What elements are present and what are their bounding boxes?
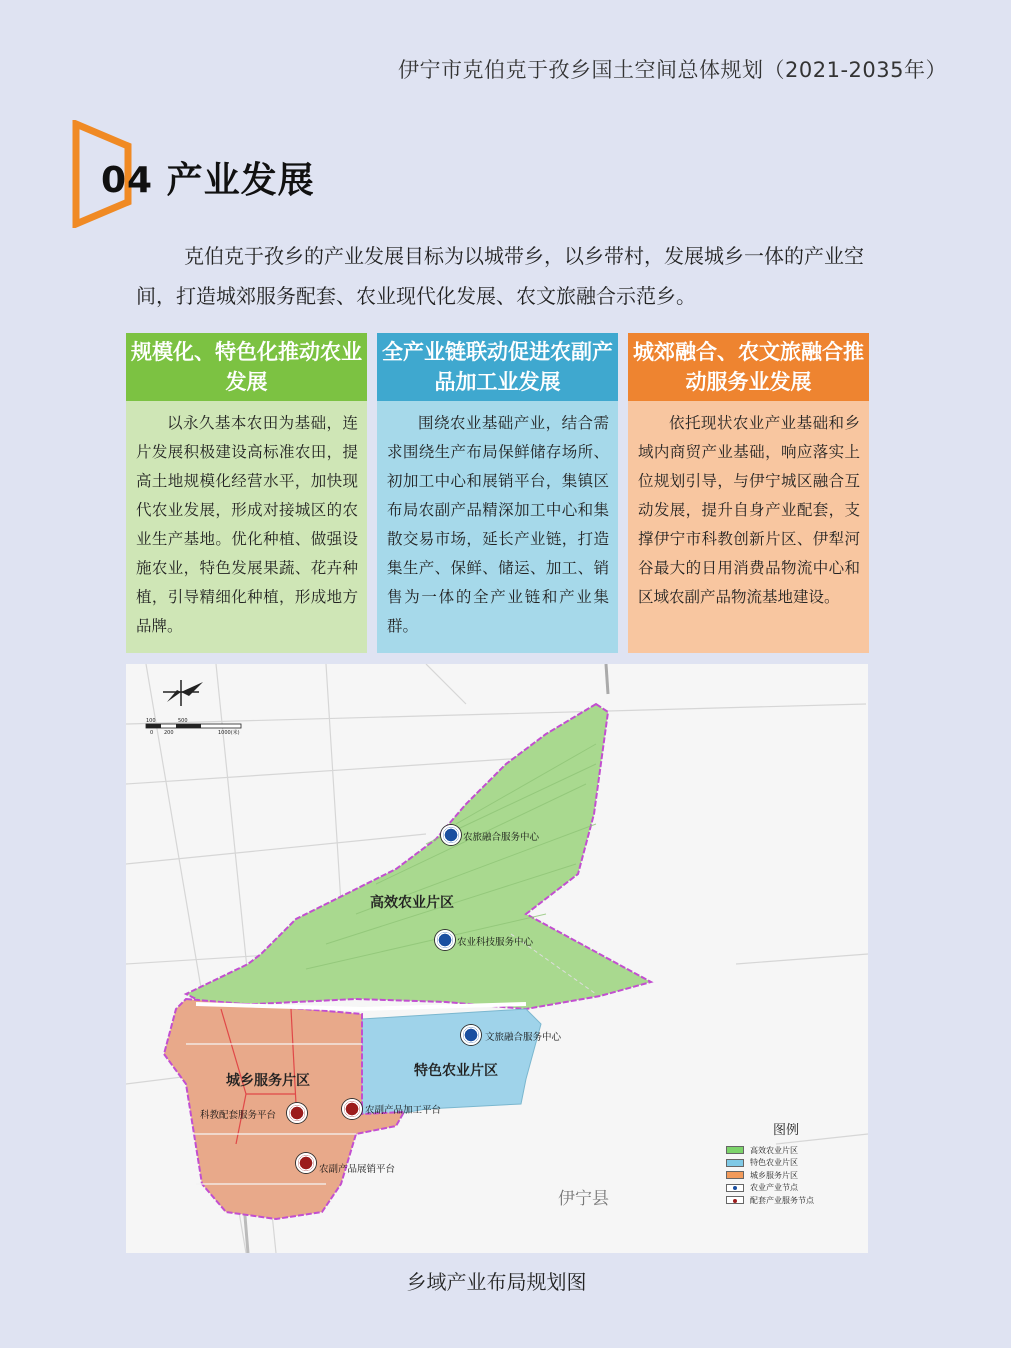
agri-node-icon [461,1025,481,1045]
node-label: 文旅融合服务中心 [485,1032,562,1043]
legend-item: 配套产业服务节点 [726,1194,846,1207]
legend-service-node-icon [726,1196,744,1204]
legend-swatch [726,1159,744,1167]
node-label: 科教配套服务平台 [200,1110,277,1121]
card-services [628,333,869,653]
svg-text:1000(米): 1000(米) [218,730,240,736]
svg-text:500: 500 [178,718,188,724]
svg-text:100: 100 [146,718,156,724]
card-body: 围绕农业基础产业，结合需求围绕生产布局保鲜储存场所、初加工中心和展销平台，集镇区布局农副产品精深加工中心和集散交易市场，延长产业链，打造集生产、保鲜、储运、加工、销售为一体的全产业链和产业集群。 [377,401,618,653]
card-body: 依托现状农业产业基础和乡域内商贸产业基础，响应落实上位规划引导，与伊宁城区融合互动发展，提升自身产业配套，支撑伊宁市科教创新片区、伊犁河谷最大的日用消费品物流中心和区域农副产品物流基地建设。 [628,401,869,653]
svg-text:200: 200 [164,730,174,736]
agri-node-icon [441,825,461,845]
card-agriculture [126,333,367,653]
zone-label-orange: 城乡服务片区 [226,1073,310,1089]
county-label: 伊宁县 [558,1189,609,1209]
node-label: 农旅融合服务中心 [463,832,540,843]
zone-label-blue: 特色农业片区 [414,1063,498,1079]
card-processing [377,333,618,653]
card-body: 以永久基本农田为基础，连片发展积极建设高标准农田，提高土地规模化经营水平，加快现代农业发展，形成对接城区的农业生产基地。优化种植、做强设施农业，特色发展果蔬、花卉种植，引导精细化种植，形成地方品牌。 [126,401,367,653]
service-node-icon [342,1099,362,1119]
green-zone-shape [186,704,651,1009]
map-legend [726,1119,846,1207]
legend-swatch [726,1146,744,1154]
industry-layout-map [126,664,868,1253]
section-title: 04 产业发展 [101,160,315,201]
legend-swatch [726,1171,744,1179]
legend-item: 农业产业节点 [726,1182,846,1195]
service-node-icon [287,1103,307,1123]
node-label: 农副产品加工平台 [365,1105,442,1116]
legend-item: 特色农业片区 [726,1157,846,1170]
node-label: 农业科技服务中心 [457,937,534,948]
service-node-icon [296,1153,316,1173]
figure-caption: 乡域产业布局规划图 [406,1270,587,1294]
card-title: 规模化、特色化推动农业发展 [126,333,367,401]
zone-label-green: 高效农业片区 [370,895,454,911]
legend-item: 高效农业片区 [726,1144,846,1157]
svg-text:0: 0 [150,730,154,736]
card-title: 城郊融合、农文旅融合推动服务业发展 [628,333,869,401]
card-title: 全产业链联动促进农副产品加工业发展 [377,333,618,401]
node-label: 农副产品展销平台 [319,1164,396,1175]
legend-title: 图例 [772,1123,799,1138]
document-header: 伊宁市克伯克于孜乡国土空间总体规划（2021-2035年） [398,58,947,82]
intro-paragraph: 克伯克于孜乡的产业发展目标为以城带乡，以乡带村，发展城乡一体的产业空间，打造城郊服务配套、农业现代化发展、农文旅融合示范乡。 [136,244,864,308]
agri-node-icon [435,930,455,950]
legend-item: 城乡服务片区 [726,1169,846,1182]
legend-agri-node-icon [726,1184,744,1192]
